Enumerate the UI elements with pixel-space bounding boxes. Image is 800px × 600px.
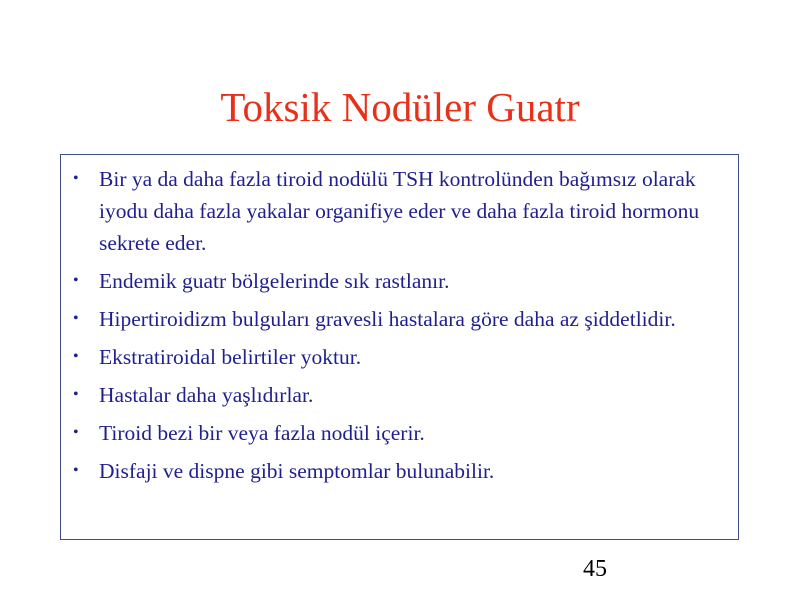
bullet-item [69,341,719,373]
bullet-text: Ekstratiroidal belirtiler yoktur. [99,345,362,369]
bullet-item [69,455,719,487]
bullet-marker: • [73,424,79,441]
bullet-item [69,379,719,411]
content-box [60,154,739,540]
bullet-list [69,163,719,493]
slide-title: Toksik Nodüler Guatr [220,84,580,130]
bullet-item [69,265,719,297]
bullet-marker: • [73,310,79,327]
bullet-text: Disfaji ve dispne gibi semptomlar bulunabilir. [99,459,495,483]
bullet-text: Hastalar daha yaşlıdırlar. [99,383,314,407]
bullet-marker: • [73,170,79,187]
page-number: 45 [583,556,607,582]
bullet-marker: • [73,462,79,479]
bullet-marker: • [73,348,79,365]
bullet-item [69,163,719,259]
bullet-marker: • [73,386,79,403]
bullet-text: Hipertiroidizm bulguları gravesli hastalara göre daha az şiddetlidir. [99,307,676,331]
bullet-marker: • [73,272,79,289]
bullet-text: Tiroid bezi bir veya fazla nodül içerir. [99,421,425,445]
bullet-text: Bir ya da daha fazla tiroid nodülü TSH kontrolünden bağımsız olarak iyodu daha fazla yakalar organifiye eder ve daha fazla tiroid hormonu sekrete eder. [99,167,700,255]
bullet-item [69,303,719,335]
bullet-item [69,417,719,449]
bullet-text: Endemik guatr bölgelerinde sık rastlanır. [99,269,450,293]
